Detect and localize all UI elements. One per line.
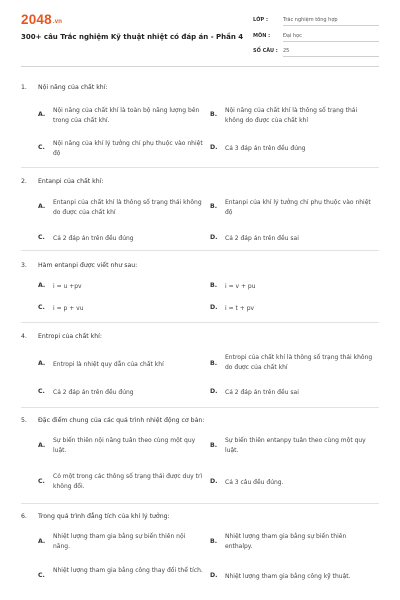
site-logo[interactable] — [21, 12, 62, 27]
option-letter: B. — [210, 360, 218, 367]
option-text: Sự biến thiên nội năng tuân theo cùng một quy luật. — [53, 437, 196, 454]
option-letter: A. — [38, 203, 46, 210]
question-text: Trong quá trình đẳng tích của khí lý tưởng: — [38, 513, 170, 520]
option-text: Entropi của chất khí là thông số trạng thái không do được của chất khí — [225, 354, 373, 371]
question-divider — [21, 407, 379, 408]
option-letter: D. — [210, 388, 218, 395]
option-letter: A. — [38, 538, 46, 545]
option-letter: D. — [210, 478, 218, 485]
option-letter: D. — [210, 234, 218, 241]
question-number: 1. — [21, 84, 27, 91]
meta-value: Trắc nghiệm tổng hợp — [283, 17, 379, 26]
meta-label: MÔN : — [253, 33, 271, 39]
question-number: 3. — [21, 262, 27, 269]
option-text: Entanpi của chất khí là thông số trạng thái không do được của chất khí — [53, 199, 202, 216]
option-text: Entropi là nhiệt quy dẫn của chất khí — [53, 361, 164, 368]
question-divider — [21, 322, 379, 323]
option-letter: C. — [38, 304, 45, 311]
question-divider — [21, 503, 379, 504]
logo-suffix: .vn — [52, 19, 63, 25]
question-text: Entanpi của chất khí: — [38, 178, 104, 185]
option-letter: B. — [210, 282, 218, 289]
meta-label: LỚP : — [253, 17, 268, 23]
option-text: Cả 2 đáp án trên đều đúng — [53, 235, 134, 242]
option-text: Nội năng của chất khí là thông số trạng thái không do được của chất khí — [225, 107, 358, 124]
option-text: Nội năng của chất khí là toàn bộ năng lượng bên trong của chất khí. — [53, 107, 200, 124]
option-text: Entanpi của khí lý tưởng chỉ phụ thuộc vào nhiệt độ — [225, 199, 371, 216]
option-text: Sự biến thiên entanpy tuân theo cùng một quy luật. — [225, 437, 366, 454]
question-number: 5. — [21, 417, 27, 424]
question-number: 2. — [21, 178, 27, 185]
option-letter: D. — [210, 144, 218, 151]
option-letter: A. — [38, 282, 46, 289]
question-text: Hàm entanpi được viết như sau: — [38, 262, 138, 269]
option-text: Có một trong các thông số trạng thái được duy trì không đổi. — [53, 473, 203, 490]
option-text: i = u +pv — [53, 283, 82, 290]
option-text: Cả 2 đáp án trên đều đúng — [53, 389, 134, 396]
option-letter: C. — [38, 478, 45, 485]
question-text: Entropi của chất khí: — [38, 333, 102, 340]
option-text: Cả 3 câu đều đúng. — [225, 479, 284, 486]
option-letter: B. — [210, 442, 218, 449]
option-letter: A. — [38, 111, 46, 118]
option-text: Nhiệt lượng tham gia bằng công thay đổi thể tích. — [53, 567, 203, 574]
question-number: 4. — [21, 333, 27, 340]
meta-value: Đại học — [283, 33, 379, 42]
meta-value: 25 — [283, 48, 379, 57]
question-text: Nội năng của chất khí: — [38, 84, 108, 91]
option-text: i = p + vu — [53, 305, 84, 312]
question-text: Đặc điểm chung của các quá trình nhiệt động cơ bản: — [38, 417, 205, 424]
option-letter: B. — [210, 538, 218, 545]
option-text: Nội năng của khí lý tưởng chỉ phụ thuộc vào nhiệt độ — [53, 140, 203, 157]
option-letter: D. — [210, 304, 218, 311]
option-letter: D. — [210, 572, 218, 579]
option-text: Cả 3 đáp án trên đều đúng — [225, 145, 306, 152]
option-letter: C. — [38, 234, 45, 241]
option-letter: C. — [38, 388, 45, 395]
option-text: Cả 2 đáp án trên đều sai — [225, 389, 299, 396]
document-header — [0, 0, 400, 66]
option-text: Nhiệt lượng tham gia bằng sự biến thiên nội năng. — [53, 533, 186, 550]
option-letter: B. — [210, 203, 218, 210]
logo-main: 2048 — [21, 12, 52, 27]
option-text: Cả 2 đáp án trên đều sai — [225, 235, 299, 242]
option-text: Nhiệt lượng tham gia bằng công kỹ thuật. — [225, 573, 351, 580]
option-letter: C. — [38, 572, 45, 579]
question-divider — [21, 250, 379, 251]
header-divider — [21, 66, 379, 67]
option-letter: A. — [38, 360, 46, 367]
option-letter: C. — [38, 144, 45, 151]
option-text: Nhiệt lượng tham gia bằng sự biến thiên enthalpy. — [225, 533, 347, 550]
option-text: i = v + pu — [225, 283, 256, 290]
document-title: 300+ câu Trắc nghiệm Kỹ thuật nhiệt có đáp án - Phần 4 — [21, 33, 244, 41]
meta-label: SỐ CÂU : — [253, 48, 278, 54]
option-text: i = t + pv — [225, 305, 255, 312]
option-letter: A. — [38, 442, 46, 449]
question-number: 6. — [21, 513, 27, 520]
question-divider — [21, 167, 379, 168]
option-letter: B. — [210, 111, 218, 118]
